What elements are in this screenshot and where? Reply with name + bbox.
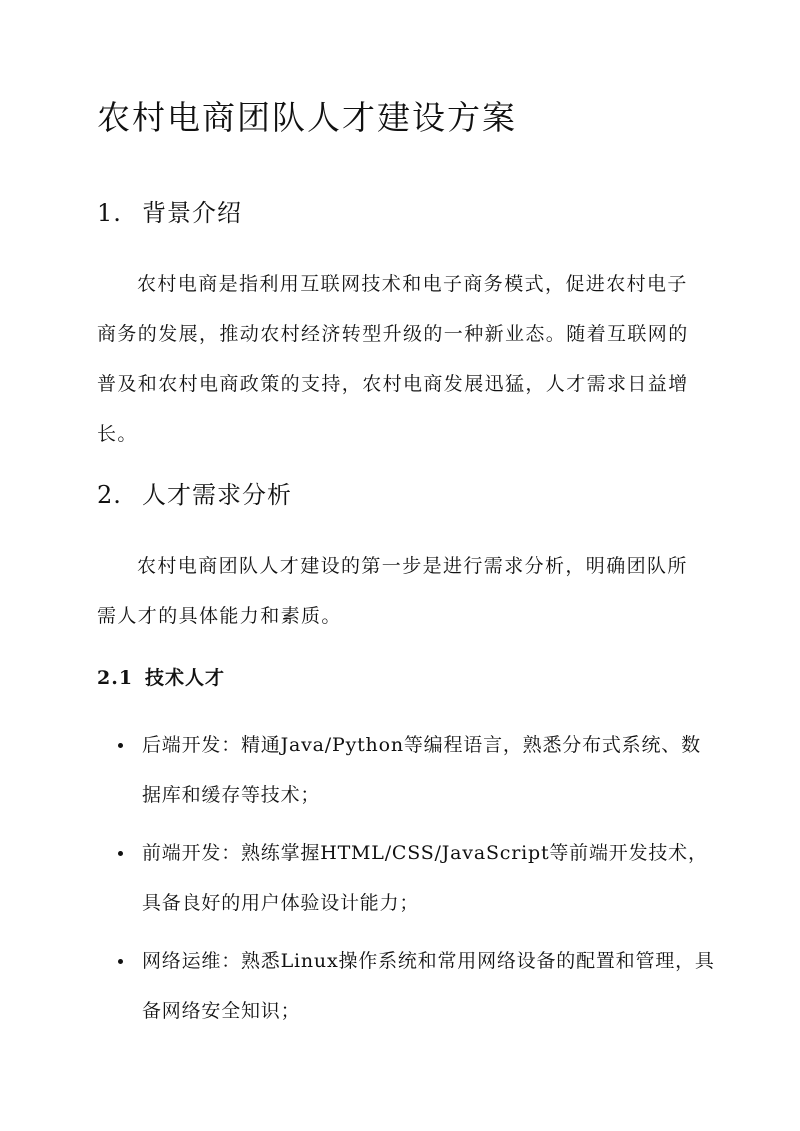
list-item — [97, 720, 717, 820]
section-number: 2. — [97, 481, 122, 509]
bullet-icon — [118, 959, 123, 964]
subsection-title: 技术人才 — [145, 667, 226, 689]
talent-needs-paragraph: 农村电商团队人才建设的第一步是进行需求分析，明确团队所需人才的具体能力和素质。 — [97, 555, 688, 627]
subsection-number: 2.1 — [97, 667, 134, 689]
background-paragraph: 农村电商是指利用互联网技术和电子商务模式，促进农村电子商务的发展，推动农村经济转型升级的一种新业态。随着互联网的普及和农村电商政策的支持，农村电商发展迅猛，人才需求日益增长。 — [97, 273, 689, 445]
list-item — [97, 828, 717, 928]
section-title: 背景介绍 — [142, 199, 242, 227]
technical-talent-list — [97, 720, 717, 1044]
section-number: 1. — [97, 199, 122, 227]
section-heading-talent-needs — [97, 478, 292, 512]
document-title: 农村电商团队人才建设方案 — [97, 98, 517, 137]
subsection-heading-technical-talent — [97, 662, 225, 694]
list-item-text: 后端开发：精通Java/Python等编程语言，熟悉分布式系统、数据库和缓存等技术； — [142, 734, 701, 806]
list-item-text: 网络运维：熟悉Linux操作系统和常用网络设备的配置和管理，具备网络安全知识； — [142, 950, 715, 1022]
section-title: 人才需求分析 — [142, 481, 292, 509]
section-heading-background — [97, 196, 242, 230]
list-item-text: 前端开发：熟练掌握HTML/CSS/JavaScript等前端开发技术，具备良好的用户体验设计能力； — [142, 842, 708, 914]
bullet-icon — [118, 743, 123, 748]
bullet-icon — [118, 851, 123, 856]
list-item — [97, 936, 717, 1036]
